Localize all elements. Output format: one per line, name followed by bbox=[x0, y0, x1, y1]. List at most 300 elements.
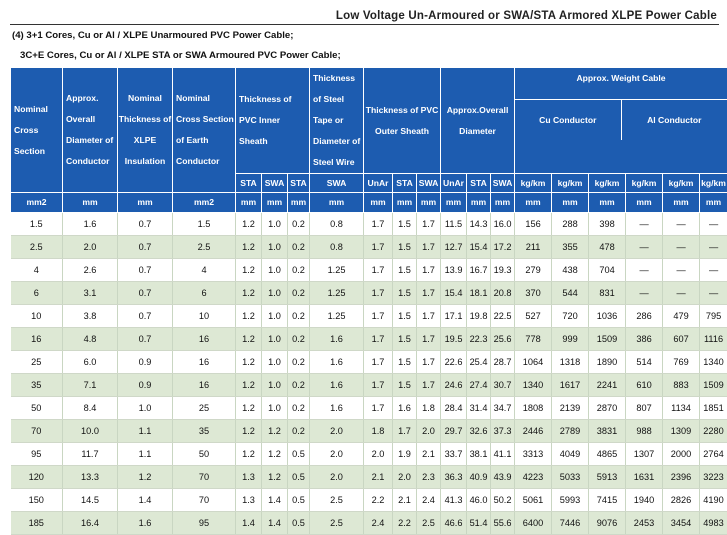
table-cell: 1.5 bbox=[173, 213, 236, 236]
header-thickness-pvc-inner: Thickness of PVC Inner Sheath bbox=[236, 68, 310, 174]
table-cell: 514 bbox=[626, 351, 663, 374]
table-cell: 37.3 bbox=[491, 420, 515, 443]
subheader-cell: SWA bbox=[417, 174, 441, 193]
table-cell: 1.4 bbox=[262, 489, 288, 512]
table-cell: 1631 bbox=[626, 466, 663, 489]
table-cell: 70 bbox=[173, 489, 236, 512]
table-cell: 0.7 bbox=[118, 236, 173, 259]
table-cell: 2764 bbox=[700, 443, 727, 466]
unit-cell: mm2 bbox=[11, 193, 63, 213]
table-cell: 5033 bbox=[552, 466, 589, 489]
table-cell: 41.1 bbox=[491, 443, 515, 466]
table-cell: 25.4 bbox=[467, 351, 491, 374]
header-thickness-pvc-outer: Thickness of PVC Outer Sheath bbox=[364, 68, 441, 174]
table-cell: 988 bbox=[626, 420, 663, 443]
table-cell: 1.5 bbox=[393, 259, 417, 282]
table-cell: 398 bbox=[589, 213, 626, 236]
table-cell: 25 bbox=[11, 351, 63, 374]
table-row bbox=[11, 282, 727, 305]
table-cell: 22.3 bbox=[467, 328, 491, 351]
table-cell: 1.7 bbox=[417, 259, 441, 282]
table-cell: 1.5 bbox=[393, 328, 417, 351]
table-cell: 14.5 bbox=[63, 489, 118, 512]
table-cell: 2.1 bbox=[417, 443, 441, 466]
table-cell: 55.6 bbox=[491, 512, 515, 535]
table-cell: 1.2 bbox=[262, 420, 288, 443]
table-cell: 386 bbox=[626, 328, 663, 351]
table-cell: 1.7 bbox=[417, 351, 441, 374]
table-cell: 1.7 bbox=[417, 374, 441, 397]
table-cell: 1.25 bbox=[310, 282, 364, 305]
table-row bbox=[11, 512, 727, 535]
header-nominal-cross-section-earth: Nominal Cross Section of Earth Conductor bbox=[173, 68, 236, 193]
table-cell: 286 bbox=[626, 305, 663, 328]
table-cell: 3313 bbox=[515, 443, 552, 466]
table-cell: 4865 bbox=[589, 443, 626, 466]
table-cell: 2.1 bbox=[393, 489, 417, 512]
table-cell: 3223 bbox=[700, 466, 727, 489]
subheader-cell: UnAr bbox=[364, 174, 393, 193]
table-cell: 31.4 bbox=[467, 397, 491, 420]
table-cell: 2396 bbox=[663, 466, 700, 489]
table-cell: 150 bbox=[11, 489, 63, 512]
table-cell: 17.2 bbox=[491, 236, 515, 259]
table-cell: 40.9 bbox=[467, 466, 491, 489]
table-cell: 1.6 bbox=[310, 328, 364, 351]
table-cell: 1.0 bbox=[262, 374, 288, 397]
table-cell: 34.7 bbox=[491, 397, 515, 420]
table-cell: 1307 bbox=[626, 443, 663, 466]
table-cell: 720 bbox=[552, 305, 589, 328]
table-cell: 33.7 bbox=[441, 443, 467, 466]
table-cell: 2826 bbox=[663, 489, 700, 512]
table-cell: 19.8 bbox=[467, 305, 491, 328]
table-row bbox=[11, 466, 727, 489]
table-cell: — bbox=[663, 213, 700, 236]
table-cell: 1.0 bbox=[262, 305, 288, 328]
table-cell: 19.3 bbox=[491, 259, 515, 282]
table-cell: 1.2 bbox=[236, 443, 262, 466]
table-cell: 16 bbox=[173, 328, 236, 351]
table-cell: 28.7 bbox=[491, 351, 515, 374]
table-cell: 0.2 bbox=[288, 213, 310, 236]
unit-cell: mm bbox=[467, 193, 491, 213]
table-cell: 0.7 bbox=[118, 259, 173, 282]
table-cell: 6 bbox=[173, 282, 236, 305]
header-approx-overall-diameter-conductor: Approx. Overall Diameter of Conductor bbox=[63, 68, 118, 193]
table-cell: 438 bbox=[552, 259, 589, 282]
table-cell: 3.8 bbox=[63, 305, 118, 328]
table-row bbox=[11, 305, 727, 328]
table-row bbox=[11, 443, 727, 466]
subheader-cell: kg/km bbox=[552, 174, 589, 193]
table-cell: 5913 bbox=[589, 466, 626, 489]
table-cell: 27.4 bbox=[467, 374, 491, 397]
table-cell: 704 bbox=[589, 259, 626, 282]
table-cell: 778 bbox=[515, 328, 552, 351]
table-cell: 0.9 bbox=[118, 374, 173, 397]
table-cell: 156 bbox=[515, 213, 552, 236]
table-cell: — bbox=[700, 213, 727, 236]
table-cell: 6.0 bbox=[63, 351, 118, 374]
table-cell: 0.8 bbox=[310, 236, 364, 259]
table-cell: 50.2 bbox=[491, 489, 515, 512]
unit-cell: mm bbox=[491, 193, 515, 213]
table-cell: 16.4 bbox=[63, 512, 118, 535]
table-cell: 1.2 bbox=[236, 351, 262, 374]
table-cell: 16.0 bbox=[491, 213, 515, 236]
table-cell: 1.3 bbox=[236, 489, 262, 512]
table-cell: 1.5 bbox=[393, 282, 417, 305]
table-cell: 1617 bbox=[552, 374, 589, 397]
subheader-cell: kg/km bbox=[515, 174, 552, 193]
table-cell: 2241 bbox=[589, 374, 626, 397]
table-cell: — bbox=[626, 213, 663, 236]
table-cell: 1.4 bbox=[118, 489, 173, 512]
table-cell: 1.0 bbox=[262, 213, 288, 236]
table-cell: 35 bbox=[11, 374, 63, 397]
table-cell: 2139 bbox=[552, 397, 589, 420]
table-row bbox=[11, 374, 727, 397]
table-cell: 0.7 bbox=[118, 305, 173, 328]
table-cell: 11.5 bbox=[441, 213, 467, 236]
table-cell: 36.3 bbox=[441, 466, 467, 489]
table-cell: 1.7 bbox=[364, 259, 393, 282]
table-cell: 2.0 bbox=[63, 236, 118, 259]
document-title: Low Voltage Un-Armoured or SWA/STA Armored XLPE Power Cable bbox=[336, 10, 717, 22]
table-cell: 1.0 bbox=[262, 397, 288, 420]
table-cell: 1.7 bbox=[417, 305, 441, 328]
table-cell: 0.5 bbox=[288, 512, 310, 535]
table-cell: 0.9 bbox=[118, 351, 173, 374]
table-cell: 185 bbox=[11, 512, 63, 535]
unit-cell: mm bbox=[310, 193, 364, 213]
table-cell: 1.7 bbox=[364, 328, 393, 351]
table-cell: 2.0 bbox=[310, 466, 364, 489]
table-cell: 15.4 bbox=[467, 236, 491, 259]
table-cell: 2.0 bbox=[364, 443, 393, 466]
table-cell: 1509 bbox=[589, 328, 626, 351]
table-cell: 35 bbox=[173, 420, 236, 443]
table-cell: 0.8 bbox=[310, 213, 364, 236]
table-cell: 0.2 bbox=[288, 420, 310, 443]
table-cell: 1.5 bbox=[393, 305, 417, 328]
table-cell: 17.1 bbox=[441, 305, 467, 328]
unit-cell: mm bbox=[288, 193, 310, 213]
table-cell: 2.0 bbox=[310, 420, 364, 443]
table-cell: 1.2 bbox=[236, 374, 262, 397]
table-cell: 20.8 bbox=[491, 282, 515, 305]
table-cell: 1.0 bbox=[262, 259, 288, 282]
table-cell: 38.1 bbox=[467, 443, 491, 466]
table-cell: 2.5 bbox=[417, 512, 441, 535]
table-cell: 1851 bbox=[700, 397, 727, 420]
table-cell: 1.2 bbox=[236, 397, 262, 420]
table-cell: 7446 bbox=[552, 512, 589, 535]
table-cell: 9076 bbox=[589, 512, 626, 535]
table-cell: 4049 bbox=[552, 443, 589, 466]
table-cell: 25 bbox=[173, 397, 236, 420]
table-cell: 46.0 bbox=[467, 489, 491, 512]
table-cell: 7415 bbox=[589, 489, 626, 512]
unit-cell: mm2 bbox=[173, 193, 236, 213]
table-cell: 795 bbox=[700, 305, 727, 328]
table-cell: 1.6 bbox=[310, 374, 364, 397]
header-row-main bbox=[11, 68, 727, 174]
table-cell: 1.25 bbox=[310, 259, 364, 282]
table-cell: 0.2 bbox=[288, 259, 310, 282]
table-cell: 5061 bbox=[515, 489, 552, 512]
table-cell: 0.2 bbox=[288, 397, 310, 420]
table-cell: 16 bbox=[173, 351, 236, 374]
subheader-cell: STA bbox=[288, 174, 310, 193]
table-cell: 1.2 bbox=[236, 282, 262, 305]
table-cell: 95 bbox=[11, 443, 63, 466]
table-cell: 2.0 bbox=[310, 443, 364, 466]
table-body bbox=[11, 213, 727, 535]
table-cell: 1.9 bbox=[393, 443, 417, 466]
table-cell: 1.8 bbox=[417, 397, 441, 420]
unit-cell: mm bbox=[393, 193, 417, 213]
table-cell: 1.5 bbox=[393, 374, 417, 397]
table-cell: 41.3 bbox=[441, 489, 467, 512]
table-cell: 2.3 bbox=[417, 466, 441, 489]
table-cell: 1.7 bbox=[364, 282, 393, 305]
table-cell: 1.2 bbox=[236, 420, 262, 443]
table-cell: 70 bbox=[173, 466, 236, 489]
table-cell: 95 bbox=[173, 512, 236, 535]
table-cell: 1116 bbox=[700, 328, 727, 351]
table-cell: 544 bbox=[552, 282, 589, 305]
cable-spec-table bbox=[10, 67, 727, 535]
table-cell: 2.2 bbox=[393, 512, 417, 535]
table-cell: 1.5 bbox=[393, 236, 417, 259]
table-cell: 2.2 bbox=[364, 489, 393, 512]
table-cell: 14.3 bbox=[467, 213, 491, 236]
table-cell: 0.7 bbox=[118, 328, 173, 351]
header-approx-weight bbox=[515, 68, 727, 174]
table-cell: 478 bbox=[589, 236, 626, 259]
table-cell: 12.7 bbox=[441, 236, 467, 259]
table-cell: 43.9 bbox=[491, 466, 515, 489]
table-cell: 16 bbox=[11, 328, 63, 351]
table-cell: 5993 bbox=[552, 489, 589, 512]
table-cell: 1340 bbox=[515, 374, 552, 397]
table-cell: 1.2 bbox=[118, 466, 173, 489]
units-row bbox=[11, 193, 727, 213]
table-cell: 3454 bbox=[663, 512, 700, 535]
table-cell: 1.7 bbox=[417, 236, 441, 259]
table-cell: 6 bbox=[11, 282, 63, 305]
table-cell: 769 bbox=[663, 351, 700, 374]
table-cell: 610 bbox=[626, 374, 663, 397]
table-cell: — bbox=[663, 259, 700, 282]
table-cell: 2.4 bbox=[364, 512, 393, 535]
subheader-cell: UnAr bbox=[441, 174, 467, 193]
subheader-cell: STA bbox=[467, 174, 491, 193]
table-cell: 2280 bbox=[700, 420, 727, 443]
table-cell: 2.5 bbox=[310, 489, 364, 512]
table-cell: 1.2 bbox=[262, 466, 288, 489]
table-cell: 0.7 bbox=[118, 213, 173, 236]
table-cell: 1.7 bbox=[364, 397, 393, 420]
table-row bbox=[11, 489, 727, 512]
table-cell: 1808 bbox=[515, 397, 552, 420]
table-cell: 13.3 bbox=[63, 466, 118, 489]
table-cell: 1.1 bbox=[118, 420, 173, 443]
table-cell: 10.0 bbox=[63, 420, 118, 443]
unit-cell: mm bbox=[364, 193, 393, 213]
subheader-cell: kg/km bbox=[700, 174, 727, 193]
table-cell: 2789 bbox=[552, 420, 589, 443]
table-cell: 120 bbox=[11, 466, 63, 489]
table-cell: 1890 bbox=[589, 351, 626, 374]
table-cell: — bbox=[700, 259, 727, 282]
table-cell: 355 bbox=[552, 236, 589, 259]
unit-cell: mm bbox=[663, 193, 700, 213]
table-cell: 7.1 bbox=[63, 374, 118, 397]
table-cell: 30.7 bbox=[491, 374, 515, 397]
table-cell: 479 bbox=[663, 305, 700, 328]
unit-cell: mm bbox=[63, 193, 118, 213]
table-cell: 6400 bbox=[515, 512, 552, 535]
table-cell: 1.5 bbox=[393, 213, 417, 236]
table-cell: 1.7 bbox=[364, 305, 393, 328]
table-cell: 10 bbox=[173, 305, 236, 328]
unit-cell: mm bbox=[700, 193, 727, 213]
table-cell: 1.0 bbox=[118, 397, 173, 420]
table-row bbox=[11, 351, 727, 374]
table-cell: 70 bbox=[11, 420, 63, 443]
table-cell: 1318 bbox=[552, 351, 589, 374]
table-cell: 2446 bbox=[515, 420, 552, 443]
header-al-conductor: Al Conductor bbox=[622, 100, 727, 140]
unit-cell: mm bbox=[515, 193, 552, 213]
table-cell: 0.2 bbox=[288, 305, 310, 328]
table-cell: — bbox=[663, 236, 700, 259]
table-cell: 2870 bbox=[589, 397, 626, 420]
table-cell: 1.6 bbox=[310, 397, 364, 420]
table-cell: 4983 bbox=[700, 512, 727, 535]
unit-cell: mm bbox=[262, 193, 288, 213]
table-cell: 46.6 bbox=[441, 512, 467, 535]
table-cell: 10 bbox=[11, 305, 63, 328]
table-cell: 1.7 bbox=[417, 328, 441, 351]
table-cell: 1.3 bbox=[236, 466, 262, 489]
subheader-cell: SWA bbox=[262, 174, 288, 193]
table-cell: 11.7 bbox=[63, 443, 118, 466]
table-cell: 1309 bbox=[663, 420, 700, 443]
table-cell: 2.5 bbox=[173, 236, 236, 259]
table-row bbox=[11, 420, 727, 443]
table-cell: 1.4 bbox=[262, 512, 288, 535]
table-cell: 0.2 bbox=[288, 374, 310, 397]
table-cell: 1.5 bbox=[393, 351, 417, 374]
table-cell: 8.4 bbox=[63, 397, 118, 420]
table-cell: 1.6 bbox=[63, 213, 118, 236]
table-cell: 1064 bbox=[515, 351, 552, 374]
table-cell: 1.2 bbox=[262, 443, 288, 466]
table-row bbox=[11, 213, 727, 236]
table-cell: 1.0 bbox=[262, 328, 288, 351]
table-cell: — bbox=[626, 282, 663, 305]
table-cell: 4.8 bbox=[63, 328, 118, 351]
table-cell: 999 bbox=[552, 328, 589, 351]
table-cell: 29.7 bbox=[441, 420, 467, 443]
unit-cell: mm bbox=[118, 193, 173, 213]
table-cell: 2.0 bbox=[417, 420, 441, 443]
table-cell: 0.5 bbox=[288, 466, 310, 489]
header-nominal-cross-section: Nominal Cross Section bbox=[11, 68, 63, 193]
table-cell: 50 bbox=[173, 443, 236, 466]
table-row bbox=[11, 328, 727, 351]
table-cell: 3.1 bbox=[63, 282, 118, 305]
subheader-cell: SWA bbox=[491, 174, 515, 193]
table-cell: 1.0 bbox=[262, 282, 288, 305]
table-cell: 0.7 bbox=[118, 282, 173, 305]
table-row bbox=[11, 259, 727, 282]
table-cell: 607 bbox=[663, 328, 700, 351]
table-cell: 1940 bbox=[626, 489, 663, 512]
table-cell: 279 bbox=[515, 259, 552, 282]
unit-cell: mm bbox=[552, 193, 589, 213]
table-cell: — bbox=[700, 236, 727, 259]
table-cell: 0.5 bbox=[288, 443, 310, 466]
table-cell: 1.2 bbox=[236, 236, 262, 259]
table-cell: 22.5 bbox=[491, 305, 515, 328]
table-cell: 2.5 bbox=[11, 236, 63, 259]
table-cell: 1.7 bbox=[364, 213, 393, 236]
subheader-cell: STA bbox=[393, 174, 417, 193]
header-approx-overall-diam: Approx.Overall Diameter bbox=[441, 68, 515, 174]
table-cell: 28.4 bbox=[441, 397, 467, 420]
table-cell: 16.7 bbox=[467, 259, 491, 282]
table-cell: 0.2 bbox=[288, 282, 310, 305]
table-cell: — bbox=[663, 282, 700, 305]
table-cell: 1.6 bbox=[393, 397, 417, 420]
table-cell: 2.6 bbox=[63, 259, 118, 282]
unit-cell: mm bbox=[589, 193, 626, 213]
table-cell: 1.7 bbox=[417, 282, 441, 305]
subheader-cell: STA bbox=[236, 174, 262, 193]
table-cell: 1340 bbox=[700, 351, 727, 374]
table-cell: 15.4 bbox=[441, 282, 467, 305]
unit-cell: mm bbox=[441, 193, 467, 213]
table-cell: 0.2 bbox=[288, 351, 310, 374]
header-cu-conductor: Cu Conductor bbox=[515, 100, 622, 140]
title-rule bbox=[10, 24, 719, 25]
subheader-cell: kg/km bbox=[589, 174, 626, 193]
table-cell: — bbox=[626, 236, 663, 259]
table-cell: 2.0 bbox=[393, 466, 417, 489]
table-cell: 527 bbox=[515, 305, 552, 328]
table-cell: 1.7 bbox=[364, 236, 393, 259]
table-cell: 2453 bbox=[626, 512, 663, 535]
table-cell: 211 bbox=[515, 236, 552, 259]
table-cell: 1509 bbox=[700, 374, 727, 397]
table-cell: 1.2 bbox=[236, 328, 262, 351]
table-cell: 25.6 bbox=[491, 328, 515, 351]
table-cell: 1.8 bbox=[364, 420, 393, 443]
table-cell: 0.2 bbox=[288, 328, 310, 351]
subtitle-armoured: 3C+E Cores, Cu or Al / XLPE STA or SWA Armoured PVC Power Cable; bbox=[20, 50, 341, 61]
table-cell: 1.6 bbox=[310, 351, 364, 374]
table-cell: 1036 bbox=[589, 305, 626, 328]
unit-cell: mm bbox=[236, 193, 262, 213]
table-cell: 1.7 bbox=[364, 374, 393, 397]
table-cell: 1134 bbox=[663, 397, 700, 420]
table-cell: — bbox=[700, 282, 727, 305]
